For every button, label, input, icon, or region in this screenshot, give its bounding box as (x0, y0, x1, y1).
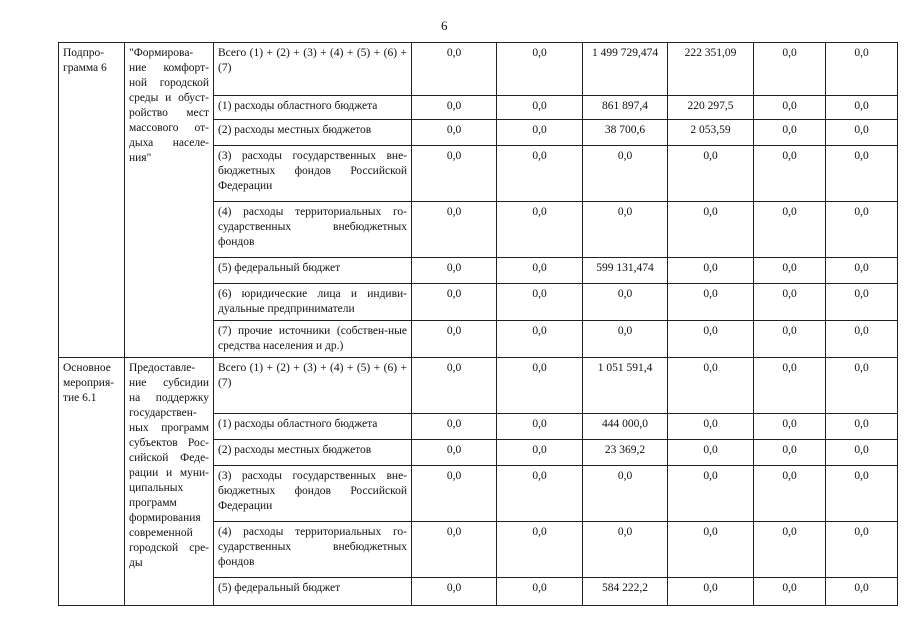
program-name-cell: Предоставле-ние субсидии на поддержку государствен-ных программ субъектов Рос-сийской Феде-рации и муни-ципальных программ формирования современной городской сре-ды (125, 358, 214, 606)
value-cell: 0,0 (497, 358, 583, 414)
value-cell: 0,0 (826, 284, 898, 321)
value-cell: 0,0 (826, 440, 898, 466)
value-cell: 2 053,59 (668, 120, 754, 146)
value-cell: 0,0 (497, 258, 583, 284)
value-cell: 0,0 (583, 522, 668, 578)
value-cell: 0,0 (754, 96, 826, 120)
value-cell: 220 297,5 (668, 96, 754, 120)
value-cell: 0,0 (497, 440, 583, 466)
value-cell: 0,0 (754, 146, 826, 202)
funding-source-cell: (6) юридические лица и индиви-дуальные предприниматели (214, 284, 412, 321)
funding-source-cell: Всего (1) + (2) + (3) + (4) + (5) + (6) + (7) (214, 43, 412, 96)
value-cell: 444 000,0 (583, 414, 668, 440)
value-cell: 0,0 (412, 414, 497, 440)
value-cell: 0,0 (754, 358, 826, 414)
value-cell: 0,0 (497, 202, 583, 258)
page-number: 6 (441, 18, 448, 33)
value-cell: 0,0 (497, 578, 583, 606)
value-cell: 0,0 (583, 321, 668, 358)
value-cell: 0,0 (583, 202, 668, 258)
value-cell: 0,0 (826, 146, 898, 202)
value-cell: 0,0 (412, 96, 497, 120)
value-cell: 38 700,6 (583, 120, 668, 146)
value-cell: 0,0 (754, 522, 826, 578)
funding-source-cell: (5) федеральный бюджет (214, 258, 412, 284)
value-cell: 0,0 (412, 258, 497, 284)
value-cell: 599 131,474 (583, 258, 668, 284)
value-cell: 0,0 (826, 522, 898, 578)
funding-source-cell: Всего (1) + (2) + (3) + (4) + (5) + (6) + (7) (214, 358, 412, 414)
value-cell: 0,0 (412, 358, 497, 414)
value-cell: 0,0 (826, 321, 898, 358)
table-row (59, 43, 898, 96)
value-cell: 0,0 (754, 258, 826, 284)
value-cell: 0,0 (583, 284, 668, 321)
funding-source-cell: (3) расходы государственных вне-бюджетных фондов Российской Федерации (214, 466, 412, 522)
value-cell: 0,0 (754, 440, 826, 466)
value-cell: 0,0 (826, 202, 898, 258)
value-cell: 0,0 (826, 578, 898, 606)
value-cell: 0,0 (497, 146, 583, 202)
value-cell: 0,0 (754, 284, 826, 321)
funding-source-cell: (5) федеральный бюджет (214, 578, 412, 606)
funding-source-cell: (1) расходы областного бюджета (214, 96, 412, 120)
value-cell: 0,0 (826, 414, 898, 440)
value-cell: 0,0 (412, 43, 497, 96)
value-cell: 0,0 (497, 284, 583, 321)
value-cell: 0,0 (412, 466, 497, 522)
value-cell: 0,0 (826, 43, 898, 96)
value-cell: 0,0 (668, 466, 754, 522)
funding-source-cell: (2) расходы местных бюджетов (214, 440, 412, 466)
value-cell: 0,0 (497, 414, 583, 440)
value-cell: 0,0 (668, 358, 754, 414)
row-label-cell: Подпро-грамма 6 (59, 43, 125, 358)
value-cell: 0,0 (497, 522, 583, 578)
value-cell: 1 499 729,474 (583, 43, 668, 96)
value-cell: 23 369,2 (583, 440, 668, 466)
value-cell: 0,0 (668, 440, 754, 466)
value-cell: 0,0 (412, 284, 497, 321)
value-cell: 0,0 (754, 321, 826, 358)
value-cell: 584 222,2 (583, 578, 668, 606)
value-cell: 0,0 (412, 202, 497, 258)
value-cell: 1 051 591,4 (583, 358, 668, 414)
row-label-cell: Основное мероприя-тие 6.1 (59, 358, 125, 606)
value-cell: 0,0 (497, 466, 583, 522)
value-cell: 0,0 (754, 578, 826, 606)
funding-source-cell: (2) расходы местных бюджетов (214, 120, 412, 146)
value-cell: 222 351,09 (668, 43, 754, 96)
value-cell: 0,0 (668, 258, 754, 284)
value-cell: 0,0 (583, 466, 668, 522)
value-cell: 861 897,4 (583, 96, 668, 120)
value-cell: 0,0 (668, 146, 754, 202)
value-cell: 0,0 (412, 440, 497, 466)
value-cell: 0,0 (668, 284, 754, 321)
value-cell: 0,0 (412, 578, 497, 606)
value-cell: 0,0 (754, 120, 826, 146)
program-name-cell: "Формирова-ние комфорт-ной городской среды и обуст-ройство мест массового от-дыха населе-ния" (125, 43, 214, 358)
value-cell: 0,0 (497, 321, 583, 358)
budget-table (58, 42, 898, 606)
value-cell: 0,0 (668, 578, 754, 606)
funding-source-cell: (4) расходы территориальных го-сударственных внебюджетных фондов (214, 522, 412, 578)
value-cell: 0,0 (497, 43, 583, 96)
value-cell: 0,0 (826, 120, 898, 146)
funding-source-cell: (1) расходы областного бюджета (214, 414, 412, 440)
value-cell: 0,0 (754, 414, 826, 440)
value-cell: 0,0 (826, 466, 898, 522)
table-row (59, 358, 898, 414)
value-cell: 0,0 (826, 96, 898, 120)
value-cell: 0,0 (412, 321, 497, 358)
value-cell: 0,0 (583, 146, 668, 202)
value-cell: 0,0 (754, 202, 826, 258)
value-cell: 0,0 (412, 120, 497, 146)
value-cell: 0,0 (497, 120, 583, 146)
value-cell: 0,0 (497, 96, 583, 120)
value-cell: 0,0 (826, 358, 898, 414)
funding-source-cell: (4) расходы территориальных го-сударственных внебюджетных фондов (214, 202, 412, 258)
value-cell: 0,0 (826, 258, 898, 284)
funding-source-cell: (7) прочие источники (собствен-ные средства населения и др.) (214, 321, 412, 358)
value-cell: 0,0 (668, 321, 754, 358)
funding-source-cell: (3) расходы государственных вне-бюджетных фондов Российской Федерации (214, 146, 412, 202)
value-cell: 0,0 (668, 414, 754, 440)
value-cell: 0,0 (668, 202, 754, 258)
value-cell: 0,0 (668, 522, 754, 578)
value-cell: 0,0 (412, 522, 497, 578)
value-cell: 0,0 (754, 43, 826, 96)
value-cell: 0,0 (754, 466, 826, 522)
value-cell: 0,0 (412, 146, 497, 202)
